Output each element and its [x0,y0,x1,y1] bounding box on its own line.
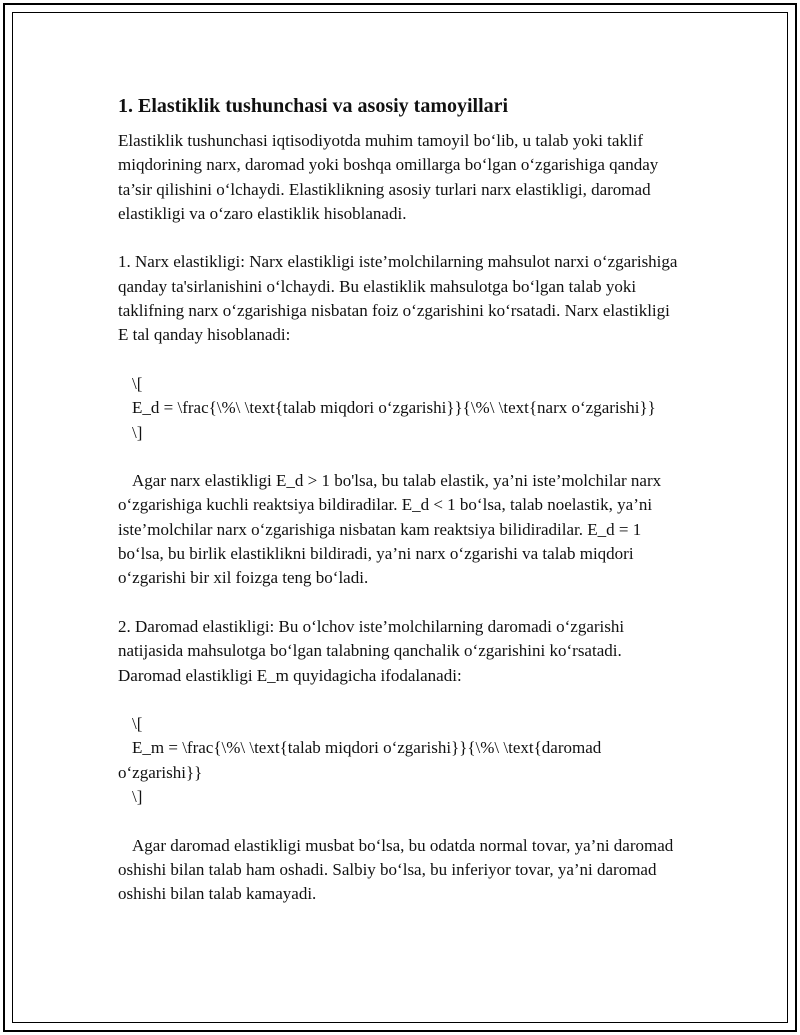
formula-open-bracket: \[ [132,373,143,393]
formula-close-bracket: \] [132,787,143,807]
formula-open-bracket: \[ [132,714,143,734]
income-elasticity-explanation: Agar daromad elastikligi musbat bo‘lsa, bu odatda normal tovar, ya’ni daromad oshishi bilan talab ham oshadi. Salbiy bo‘lsa, bu inferiyor tovar, ya’ni daromad oshishi bilan talab kamayadi. [118,835,674,904]
formula-close-bracket: \] [132,422,143,442]
income-elasticity-paragraph: 2. Daromad elastikligi: Bu o‘lchov iste’molchilarning daromadi o‘zgarishi natijasida mahsulotga bo‘lgan talabning qanchalik o‘zgarishini ko‘rsatadi. Daromad elastikligi E_m quyidagicha ifodalanadi: [118,616,625,685]
price-elasticity-formula [118,396,678,420]
paragraph-gap [118,688,678,712]
income-elasticity-formula [118,736,678,785]
paragraph-gap [118,809,678,833]
paragraph-gap [118,226,678,250]
intro-paragraph: Elastiklik tushunchasi iqtisodiyotda muhim tamoyil bo‘lib, u talab yoki taklif miqdorining narx, daromad yoki boshqa omillarga bo‘lgan o‘zgarishiga qanday ta’sir qilishini o‘lchaydi. Elastiklikning asosiy turlari narx elastikligi, daromad elastikligi va o‘zaro elastiklik hisoblanadi. [118,131,659,223]
income-formula-text: E_m = \frac{\%\ \text{talab miqdori o‘zgarishi}}{\%\ \text{daromad o‘zgarishi}} [118,738,602,782]
price-elasticity-explanation: Agar narx elastikligi E_d > 1 bo'lsa, bu talab elastik, ya’ni iste’molchilar narx o‘zgarishiga kuchli reaktsiya bildiradilar. E_d < 1 bo‘lsa, talab noelastik, ya’ni iste’molchilar narx o‘zgarishiga nisbatan kam reaktsiya bilidiradilar. E_d = 1 bo‘lsa, bu birlik elastiklikni bildiradi, ya’ni narx o‘zgarishi va talab miqdori o‘zgarishi bir xil foizga teng bo‘ladi. [118,471,662,588]
section-heading: 1. Elastiklik tushunchasi va asosiy tamoyillari [118,95,509,117]
paragraph-gap [118,591,678,615]
document-body [118,92,678,907]
price-formula-text: E_d = \frac{\%\ \text{talab miqdori o‘zgarishi}}{\%\ \text{narx o‘zgarishi}} [132,398,656,418]
paragraph-gap [118,445,678,469]
price-elasticity-paragraph: 1. Narx elastikligi: Narx elastikligi iste’molchilarning mahsulot narxi o‘zgarishiga qanday ta'sirlanishini o‘lchaydi. Bu elastiklik mahsulotga bo‘lgan talab yoki taklifning narx o‘zgarishiga nisbatan foiz o‘zgarishini ko‘rsatadi. Narx elastikligi E tal qanday hisoblanadi: [118,252,678,345]
paragraph-gap [118,348,678,372]
